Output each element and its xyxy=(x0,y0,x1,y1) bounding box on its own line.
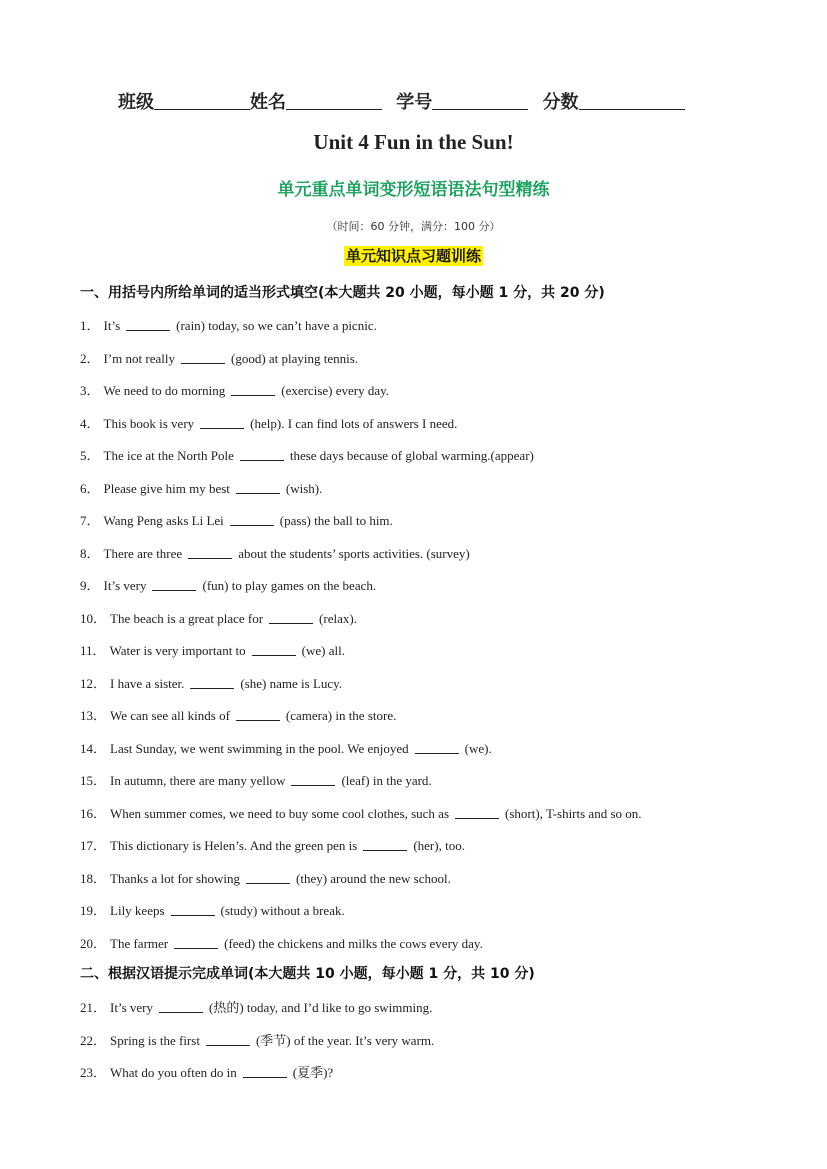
question-number: 7． xyxy=(80,513,100,528)
answer-blank[interactable] xyxy=(159,1000,203,1013)
question-text-after: (feed) the chickens and milks the cows every day. xyxy=(224,935,483,951)
question-item xyxy=(80,738,492,757)
question-text-after: (relax). xyxy=(319,610,357,626)
page-subtitle: 单元重点单词变形短语语法句型精练 xyxy=(277,180,550,200)
answer-blank[interactable] xyxy=(363,838,407,851)
answer-blank[interactable] xyxy=(252,643,296,656)
answer-blank[interactable] xyxy=(231,383,275,396)
question-text-after: (her), too. xyxy=(413,838,465,853)
question-number: 18． xyxy=(80,870,107,886)
question-text-before: There are three xyxy=(103,545,183,561)
score-label: 分数 xyxy=(542,92,579,113)
question-item xyxy=(80,510,393,529)
question-text-after: (good) at playing tennis. xyxy=(231,350,359,366)
question-text-after: (we) all. xyxy=(301,643,345,658)
question-number: 19． xyxy=(80,903,107,918)
question-text-after: (exercise) every day. xyxy=(281,383,390,398)
question-number: 21． xyxy=(80,1000,107,1015)
question-number: 16． xyxy=(80,805,107,821)
question-number: 9． xyxy=(80,578,100,593)
question-item xyxy=(80,478,322,497)
question-number: 5． xyxy=(80,448,100,463)
question-item xyxy=(80,673,342,692)
question-text-before: This dictionary is Helen’s. And the green pen is xyxy=(110,838,358,853)
question-item xyxy=(80,608,357,627)
question-number: 1． xyxy=(80,318,100,333)
question-item xyxy=(80,1062,333,1081)
question-text-after: (fun) to play games on the beach. xyxy=(202,578,377,593)
question-number: 20． xyxy=(80,935,107,951)
question-item xyxy=(80,868,451,887)
question-item xyxy=(80,348,358,367)
question-text-after: (help). I can find lots of answers I need. xyxy=(250,415,458,431)
question-text-before: Spring is the first xyxy=(110,1032,200,1048)
answer-blank[interactable] xyxy=(126,318,170,331)
question-number: 3． xyxy=(80,383,100,398)
student-info-line xyxy=(118,88,718,114)
question-item xyxy=(80,803,642,822)
question-item xyxy=(80,445,534,464)
question-text-before: It’s very xyxy=(110,1000,153,1015)
answer-blank[interactable] xyxy=(188,546,232,559)
question-number: 22． xyxy=(80,1032,107,1048)
id-blank[interactable] xyxy=(432,89,528,110)
question-text-after: (夏季)? xyxy=(292,1065,334,1080)
question-text-after: (pass) the ball to him. xyxy=(279,513,393,528)
question-number: 6． xyxy=(80,480,100,496)
question-text-before: We need to do morning xyxy=(103,383,226,398)
question-text-after: (leaf) in the yard. xyxy=(341,773,432,788)
page-title: Unit 4 Fun in the Sun! xyxy=(313,130,514,154)
question-item xyxy=(80,315,377,334)
question-text-before: The farmer xyxy=(110,935,169,951)
answer-blank[interactable] xyxy=(181,351,225,364)
question-text-before: Lily keeps xyxy=(110,903,165,918)
name-blank[interactable] xyxy=(286,89,382,110)
answer-blank[interactable] xyxy=(236,708,280,721)
question-text-before: I’m not really xyxy=(103,350,175,366)
question-item xyxy=(80,575,376,594)
question-text-before: It’s xyxy=(103,318,121,333)
question-number: 2． xyxy=(80,350,100,366)
class-blank[interactable] xyxy=(154,89,250,110)
question-item xyxy=(80,933,483,952)
question-text-before: Last Sunday, we went swimming in the pool. We enjoyed xyxy=(110,740,409,756)
question-text-after: (rain) today, so we can’t have a picnic. xyxy=(176,318,377,333)
question-item xyxy=(80,997,432,1016)
question-text-after: about the students’ sports activities. (survey) xyxy=(238,545,470,561)
question-text-after: (short), T-shirts and so on. xyxy=(505,805,642,821)
question-number: 17． xyxy=(80,838,107,853)
id-label: 学号 xyxy=(396,92,433,113)
question-text-after: (study) without a break. xyxy=(220,903,345,918)
question-text-after: (季节) of the year. It’s very warm. xyxy=(255,1032,435,1048)
answer-blank[interactable] xyxy=(206,1033,250,1046)
answer-blank[interactable] xyxy=(243,1065,287,1078)
question-text-before: Water is very important to xyxy=(109,643,246,658)
question-item xyxy=(80,543,470,562)
time-info: （时间：60 分钟，满分：100 分） xyxy=(326,220,501,233)
class-label: 班级 xyxy=(118,92,154,113)
answer-blank[interactable] xyxy=(190,676,234,689)
part1-heading: 一、用括号内所给单词的适当形式填空(本大题共 20 小题，每小题 1 分，共 20 分) xyxy=(80,285,605,301)
question-item xyxy=(80,835,465,854)
answer-blank[interactable] xyxy=(269,611,313,624)
score-blank[interactable] xyxy=(579,89,685,110)
question-item xyxy=(80,640,345,659)
question-number: 14． xyxy=(80,740,107,756)
question-text-before: This book is very xyxy=(103,415,195,431)
question-text-before: What do you often do in xyxy=(110,1065,237,1080)
name-label: 姓名 xyxy=(250,92,286,113)
question-text-after: (wish). xyxy=(285,480,323,496)
answer-blank[interactable] xyxy=(152,578,196,591)
section-badge xyxy=(0,245,827,266)
answer-blank[interactable] xyxy=(240,448,284,461)
question-number: 23． xyxy=(80,1065,107,1080)
section-badge-text: 单元知识点习题训练 xyxy=(345,247,481,265)
part2-heading: 二、根据汉语提示完成单词(本大题共 10 小题，每小题 1 分，共 10 分) xyxy=(80,966,535,982)
question-text-before: Thanks a lot for showing xyxy=(110,870,240,886)
question-text-after: (we). xyxy=(464,740,492,756)
question-number: 11． xyxy=(80,643,106,658)
answer-blank[interactable] xyxy=(415,741,459,754)
question-item xyxy=(80,770,432,789)
answer-blank[interactable] xyxy=(291,773,335,786)
question-item xyxy=(80,1030,434,1049)
question-item xyxy=(80,900,345,919)
answer-blank[interactable] xyxy=(174,936,218,949)
question-text-before: The beach is a great place for xyxy=(110,610,264,626)
question-number: 10． xyxy=(80,610,107,626)
question-item xyxy=(80,413,457,432)
answer-blank[interactable] xyxy=(200,416,244,429)
question-text-before: We can see all kinds of xyxy=(110,708,230,723)
question-item xyxy=(80,380,389,399)
answer-blank[interactable] xyxy=(455,806,499,819)
question-text-before: In autumn, there are many yellow xyxy=(110,773,286,788)
question-number: 4． xyxy=(80,415,100,431)
question-text-before: Please give him my best xyxy=(103,480,230,496)
question-text-before: It’s very xyxy=(103,578,147,593)
question-number: 12． xyxy=(80,675,107,691)
question-item xyxy=(80,705,396,724)
question-text-after: (camera) in the store. xyxy=(285,708,397,723)
question-text-before: When summer comes, we need to buy some cool clothes, such as xyxy=(110,805,450,821)
question-number: 13． xyxy=(80,708,107,723)
question-text-after: these days because of global warming.(appear) xyxy=(289,448,534,463)
answer-blank[interactable] xyxy=(236,481,280,494)
question-text-after: (热的) today, and I’d like to go swimming. xyxy=(208,1000,433,1015)
answer-blank[interactable] xyxy=(171,903,215,916)
question-text-before: The ice at the North Pole xyxy=(103,448,234,463)
question-text-after: (they) around the new school. xyxy=(296,870,451,886)
question-number: 15． xyxy=(80,773,107,788)
question-text-before: I have a sister. xyxy=(110,675,185,691)
answer-blank[interactable] xyxy=(246,871,290,884)
answer-blank[interactable] xyxy=(230,513,274,526)
question-text-after: (she) name is Lucy. xyxy=(240,675,343,691)
question-number: 8． xyxy=(80,545,100,561)
question-text-before: Wang Peng asks Li Lei xyxy=(103,513,224,528)
